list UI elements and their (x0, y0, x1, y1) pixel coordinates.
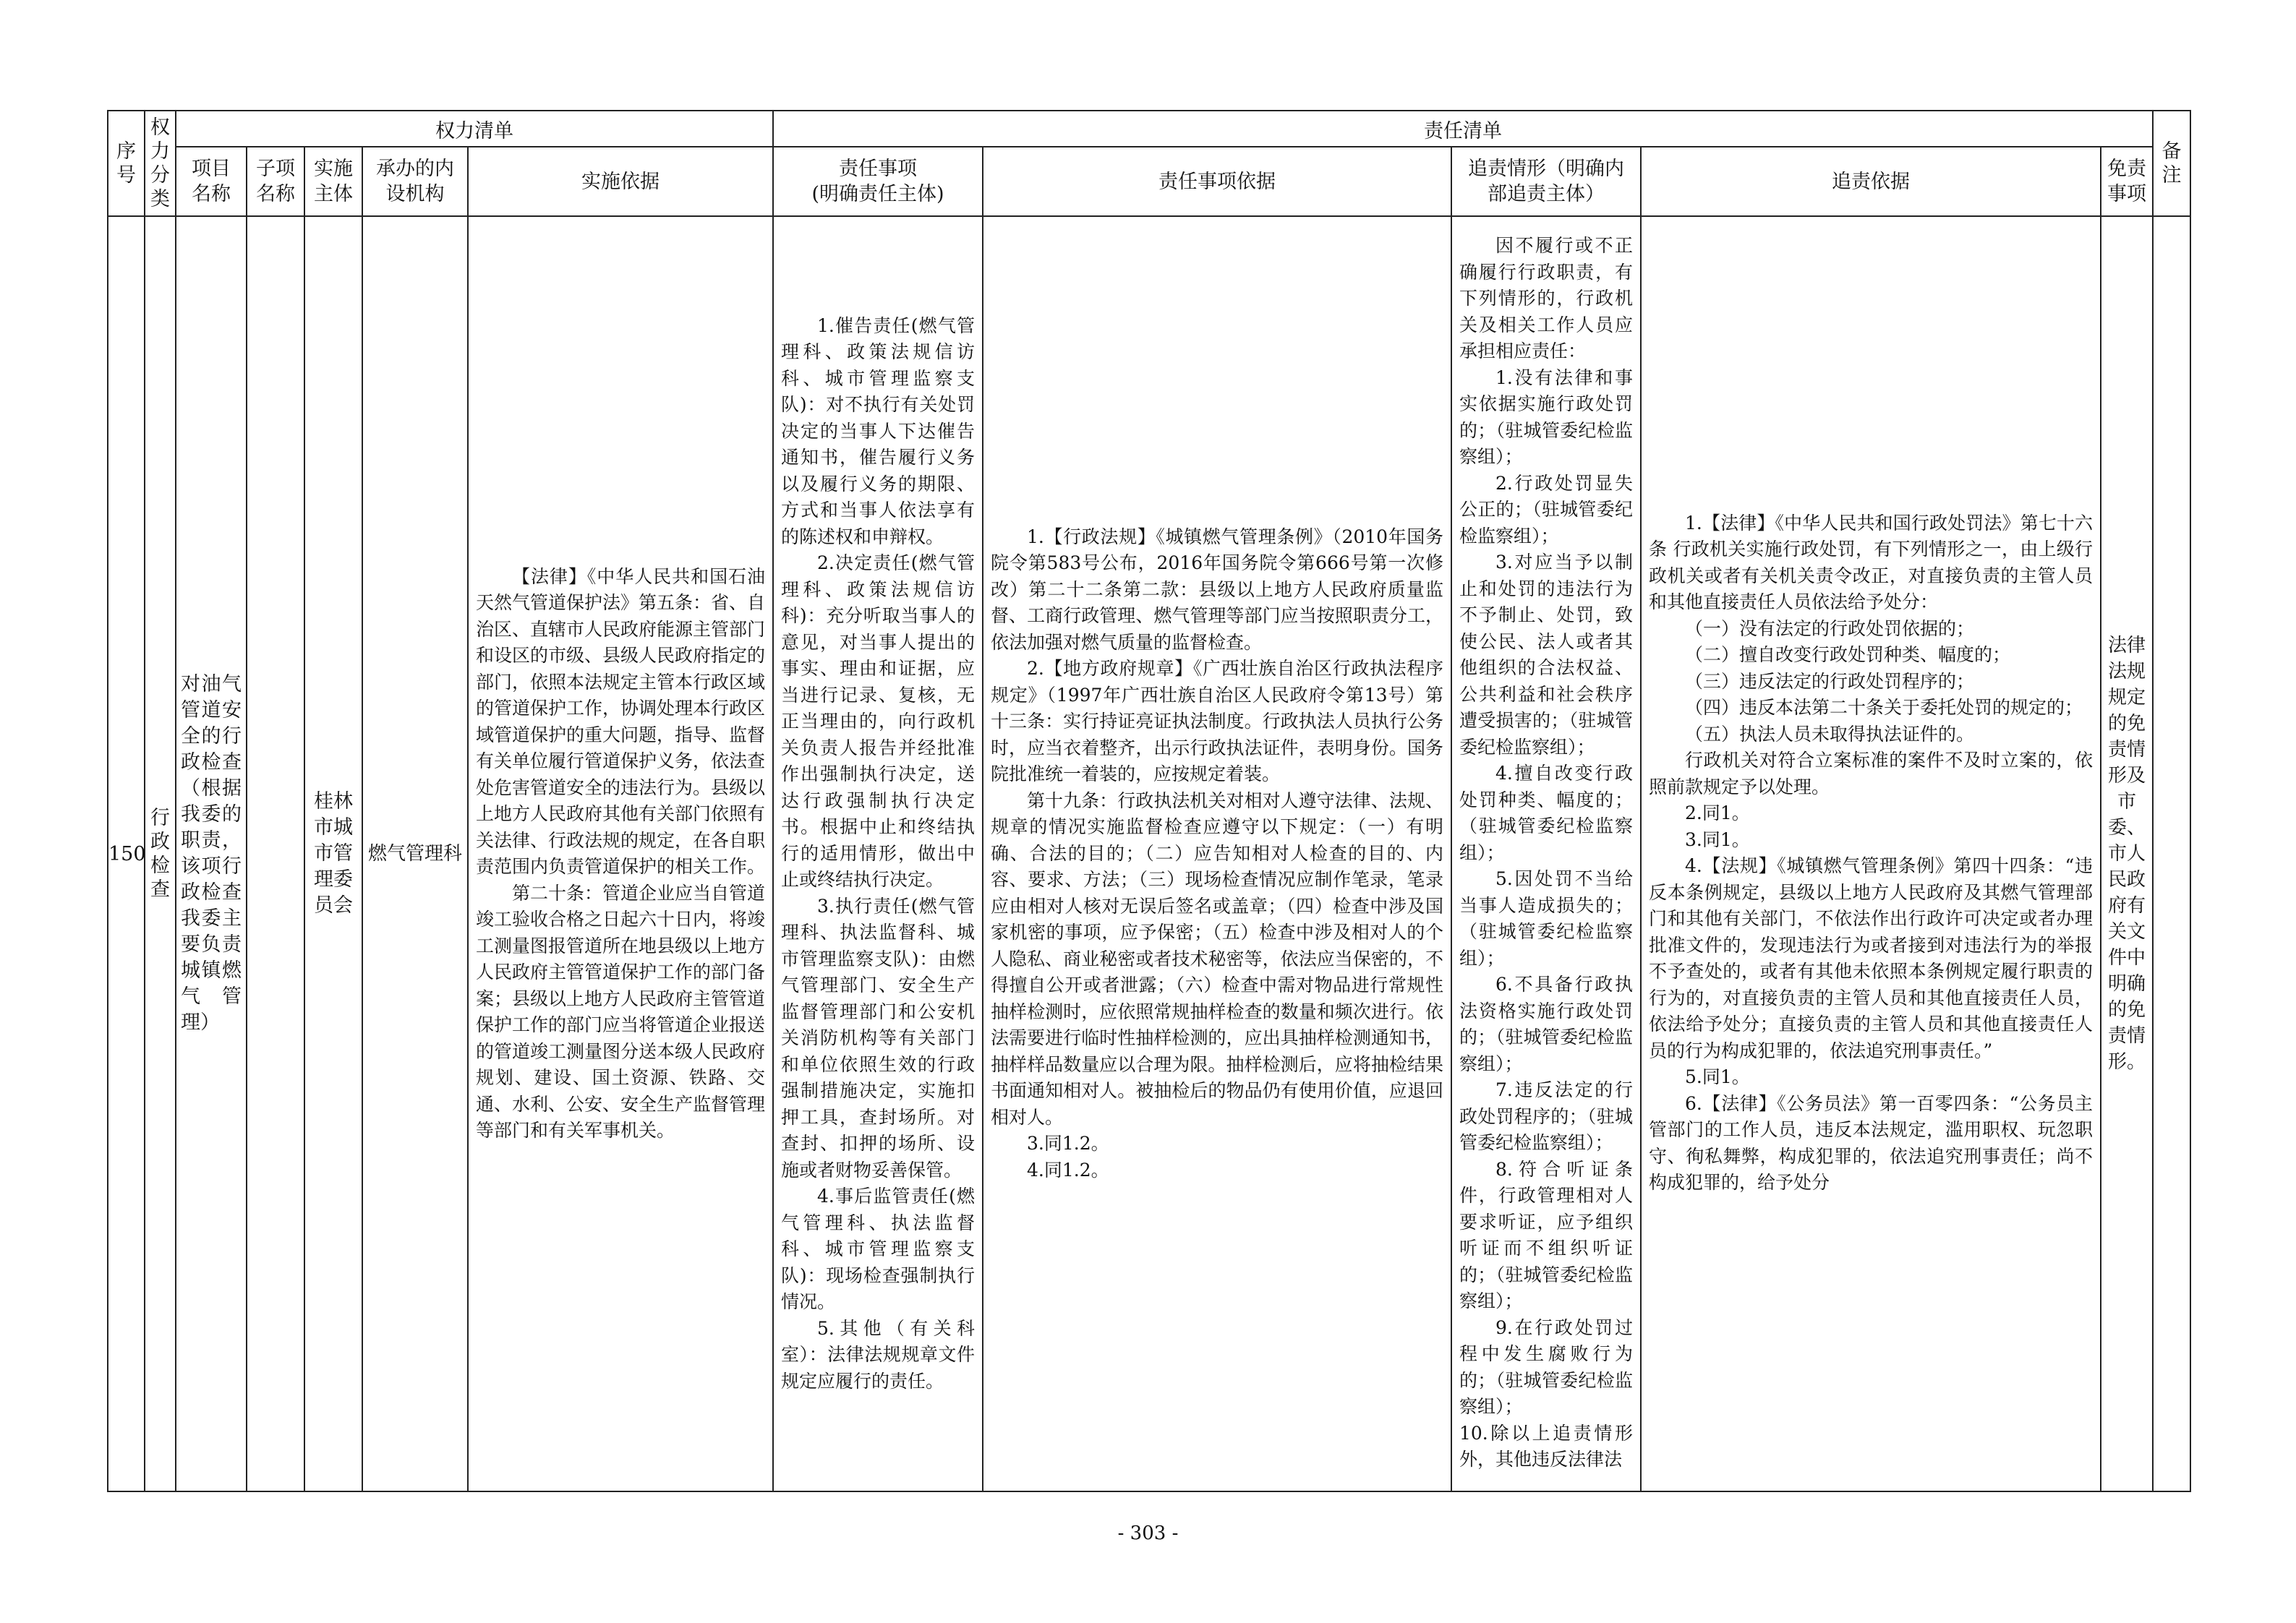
header-dept-text: 承办的内设机构 (375, 158, 454, 205)
account-case-10: 10.除以上追责情形外，其他违反法律法 (1459, 1422, 1633, 1470)
header-item-name-text: 项目名称 (192, 158, 231, 205)
header-sub-item-name-text: 子项名称 (256, 158, 295, 205)
header-resp-items: 责任事项 (明确责任主体) (773, 147, 983, 216)
header-account-basis: 追责依据 (1641, 147, 2101, 216)
header-exempt-text: 免责事项 (2107, 158, 2146, 205)
row-resp-items-content (774, 310, 982, 1398)
resp-item-2: 2.决定责任(燃气管理科、政策法规信访科)：充分听取当事人的意见，对当事人提出的事实、理由和证据，应当进行记录、复核，无正当理由的，向行政机关负责人报告并经批准作出强制执行决定，送达行政强制执行决定书。根据中止和终结执行的适用情形，做出中止或终结执行决定。 (781, 552, 975, 891)
row-impl-subject (304, 216, 362, 1491)
row-basis-content (469, 561, 772, 1147)
resp-basis-1: 1.【行政法规】《城镇燃气管理条例》（2010年国务院令第583号公布，2016年国务院令第666号第一次修改）第二十二条第二款：县级以上地方人民政府质量监督、工商行政管理、燃气管理等部门应当按照职责分工，依法加强对燃气质量的监督检查。 (991, 526, 1443, 653)
account-basis-8: 2.同1。 (1685, 802, 1750, 823)
table-row (108, 216, 2190, 1491)
header-power-list: 权力清单 (176, 111, 773, 147)
row-account-cases-content (1452, 231, 1640, 1476)
header-item-name (176, 147, 247, 216)
row-remarks (2153, 216, 2190, 1491)
account-case-4: 4.擅自改变行政处罚种类、幅度的；（驻城管委纪检监察组）； (1459, 763, 1633, 863)
row-power-class (145, 216, 176, 1491)
account-case-8: 8.符合听证条件，行政管理相对人要求听证，应予组织听证而不组织听证的；（驻城管委纪检监察组）； (1459, 1158, 1633, 1312)
row-dept (362, 216, 468, 1491)
account-basis-2: （一）没有法定的行政处罚依据的； (1685, 617, 1975, 639)
header-account-cases (1451, 147, 1641, 216)
basis-paragraph-2: 第二十条：管道企业应当自管道竣工验收合格之日起六十日内，将竣工测量图报管道所在地县级以上地方人民政府主管管道保护工作的部门备案；县级以上地方人民政府主管管道保护工作的部门应当将管道企业报送的管道竣工测量图分送本级人民政府规划、建设、国土资源、铁路、交通、水利、公安、安全生产监督管理等部门和有关军事机关。 (476, 882, 766, 1141)
resp-item-4: 4.事后监管责任(燃气管理科、执法监督科、城市管理监察支队)：现场检查强制执行情况。 (781, 1186, 975, 1313)
header-row-1 (108, 111, 2190, 147)
account-basis-5: （四）违反本法第二十条关于委托处罚的规定的； (1685, 697, 2083, 718)
header-sub-item-name (247, 147, 304, 216)
header-power-class (145, 111, 176, 216)
row-basis (468, 216, 773, 1491)
header-seq (108, 111, 145, 216)
account-basis-3: （二）擅自改变行政处罚种类、幅度的； (1685, 644, 2011, 665)
row-account-basis (1641, 216, 2101, 1491)
account-case-9: 9.在行政处罚过程中发生腐败行为的；（驻城管委纪检监察组）； (1459, 1316, 1633, 1418)
account-basis-7: 行政机关对符合立案标准的案件不及时立案的，依照前款规定予以处理。 (1649, 750, 2093, 797)
basis-paragraph-1: 【法律】《中华人民共和国石油天然气管道保护法》第五条：省、自治区、直辖市人民政府能源主管部门和设区的市级、县级人民政府指定的部门，依照本法规定主管本行政区域的管道保护工作，协调处理本行政区域管道保护的重大问题，指导、监督有关单位履行管道保护义务，依法查处危害管道安全的违法行为。县级以上地方人民政府其他有关部门依照有关法律、行政法规的规定，在各自职责范围内负责管道保护的相关工作。 (476, 565, 766, 877)
resp-item-3: 3.执行责任(燃气管理科、执法监督科、城市管理监察支队)：由燃气管理部门、安全生产监督管理部门和公安机关消防机构等有关部门和单位依照生效的行政强制措施决定，实施扣押工具，查封场所。对查封、扣押的场所、设施或者财物妥善保管。 (781, 895, 975, 1181)
header-remarks (2153, 111, 2190, 216)
account-basis-4: （三）违反法定的行政处罚程序的； (1685, 670, 1975, 692)
header-row-2 (108, 147, 2190, 216)
row-exempt (2101, 216, 2153, 1491)
header-impl-subject (304, 147, 362, 216)
header-basis: 实施依据 (468, 147, 773, 216)
account-case-3: 3.对应当予以制止和处罚的违法行为不予制止、处罚，致使公民、法人或者其他组织的合法权益、公共利益和社会秩序遭受损害的；（驻城管委纪检监察组）； (1459, 552, 1633, 758)
row-exempt-text: 法律法规规定的免责情形及市委、市人民政府有关文件中明确的免责情形。 (2107, 635, 2146, 1073)
row-resp-items (773, 216, 983, 1491)
row-item-name (176, 216, 247, 1491)
account-basis-10: 4.【法规】《城镇燃气管理条例》第四十四条：“违反本条例规定，县级以上地方人民政府及其燃气管理部门和其他有关部门，不依法作出行政许可决定或者办理批准文件的，发现违法行为或者接到对违法行为的举报不予查处的，或者有其他未依照本条例规定履行职责的行为的，对直接负责的主管人员和其他直接责任人员，依法给予处分；直接负责的主管人员和其他直接责任人员的行为构成犯罪的，依法追究刑事责任。” (1649, 855, 2093, 1061)
row-resp-basis (983, 216, 1451, 1491)
resp-basis-5: 4.同1.2。 (1027, 1159, 1109, 1181)
header-resp-basis: 责任事项依据 (983, 147, 1451, 216)
resp-basis-3: 第十九条：行政执法机关对相对人遵守法律、法规、规章的情况实施监督检查应遵守以下规定：（一）有明确、合法的目的；（二）应告知相对人检查的目的、内容、要求、方法；（三）现场检查情况应制作笔录，笔录应由相对人核对无误后签名或盖章；（四）检查中涉及国家机密的事项，应予保密；（五）检查中涉及相对人的个人隐私、商业秘密或者技术秘密等，依法应当保密的，不得擅自公开或者泄露；（六）检查中需对物品进行常规性抽样检测时，应依照常规抽样检查的数量和频次进行。依法需要进行临时性抽样检测的，应出具抽样检测通知书，抽样样品数量应以合理为限。抽样检测后，应将抽检结果书面通知相对人。被抽检后的物品仍有使用价值，应退回相对人。 (991, 789, 1443, 1128)
account-case-5: 5.因处罚不当给当事人造成损失的；（驻城管委纪检监察组）； (1459, 868, 1633, 969)
account-basis-6: （五）执法人员未取得执法证件的。 (1685, 723, 1975, 745)
account-case-2: 2.行政处罚显失公正的；（驻城管委纪检监察组）； (1459, 472, 1633, 547)
power-responsibility-table (107, 110, 2191, 1492)
row-account-cases (1451, 216, 1641, 1491)
header-exempt (2101, 147, 2153, 216)
account-case-0: 因不履行或不正确履行行政职责，有下列情形的，行政机关及相关工作人员应承担相应责任： (1459, 235, 1633, 362)
header-account-cases-text: 追责情形（明确内部追责主体） (1467, 158, 1624, 205)
account-basis-12: 6.【法律】《公务员法》第一百零四条：“公务员主管部门的工作人员，违反本法规定，滥用职权、玩忽职守、徇私舞弊，构成犯罪的，依法追究刑事责任；尚不构成犯罪的，给予处分 (1649, 1092, 2093, 1193)
resp-item-1: 1.催告责任(燃气管理科、政策法规信访科、城市管理监察支队)：对不执行有关处罚决定的当事人下达催告通知书，催告履行义务以及履行义务的期限、方式和当事人依法享有的陈述权和申辩权。 (781, 314, 975, 547)
resp-item-5: 5.其他（有关科室）：法律法规规章文件规定应履行的责任。 (781, 1317, 975, 1392)
header-impl-subject-text: 实施主体 (314, 158, 353, 205)
account-case-7: 7.违反法定的行政处罚程序的；（驻城管委纪检监察组）； (1459, 1079, 1633, 1154)
account-basis-11: 5.同1。 (1685, 1066, 1750, 1087)
resp-basis-2: 2.【地方政府规章】《广西壮族自治区行政执法程序规定》（1997年广西壮族自治区人民政府令第13号）第十三条：实行持证亮证执法制度。行政执法人员执行公务时，应当衣着整齐，出示行政执法证件，表明身份。国务院批准统一着装的，应按规定着装。 (991, 658, 1443, 785)
row-account-basis-content (1642, 509, 2100, 1199)
account-case-6: 6.不具备行政执法资格实施行政处罚的；（驻城管委纪检监察组）； (1459, 974, 1633, 1074)
row-power-class-text: 行政检查 (150, 807, 170, 901)
page-number: - 303 - (1117, 1523, 1179, 1544)
account-case-1: 1.没有法律和事实依据实施行政处罚的；（驻城管委纪检监察组）； (1459, 367, 1633, 468)
header-seq-text: 序号 (116, 140, 136, 187)
row-seq: 150 (108, 216, 145, 1491)
header-resp-list: 责任清单 (773, 111, 2153, 147)
row-dept-text: 燃气管理科 (367, 843, 462, 865)
header-dept (362, 147, 468, 216)
row-resp-basis-content (983, 521, 1451, 1187)
row-item-name-text: 对油气管道安全的行政检查（根据我委的职责，该项行政检查我委主要负责城镇燃气管理） (181, 673, 242, 1034)
resp-basis-4: 3.同1.2。 (1027, 1133, 1109, 1155)
header-remarks-text: 备注 (2161, 140, 2182, 187)
account-basis-9: 3.同1。 (1685, 828, 1750, 850)
account-basis-1: 1.【法律】《中华人民共和国行政处罚法》第七十六条 行政机关实施行政处罚，有下列情形之一，由上级行政机关或者有关机关责令改正，对直接负责的主管人员和其他直接责任人员依法给予处分： (1649, 512, 2093, 612)
row-sub-item-name (247, 216, 304, 1491)
header-power-class-text: 权力分类 (150, 116, 170, 210)
row-impl-subject-text: 桂林市城市管理委员会 (314, 790, 353, 917)
